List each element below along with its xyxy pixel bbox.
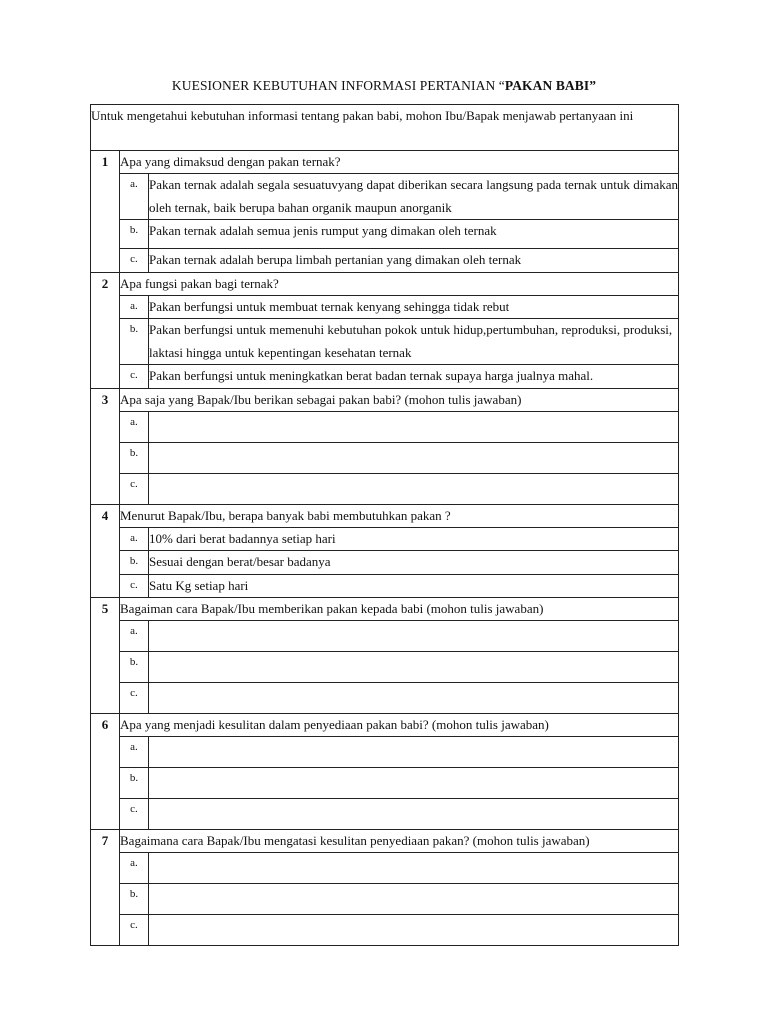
option-text-1a: Pakan ternak adalah segala sesuatuvyang dapat diberikan secara langsung pada ternak untuk dimakan oleh ternak, baik berupa bahan organik maupun anorganik <box>149 174 679 220</box>
answer-row-5c <box>91 683 679 714</box>
option-text-4a: 10% dari berat badannya setiap hari <box>149 527 679 551</box>
answer-row-7c <box>91 915 679 946</box>
option-letter-4a: a. <box>120 527 149 551</box>
option-letter-1a: a. <box>120 174 149 220</box>
option-text-1b: Pakan ternak adalah semua jenis rumput yang dimakan oleh ternak <box>149 220 679 249</box>
answer-letter-5b: b. <box>120 652 149 683</box>
answer-field-3b[interactable] <box>149 442 679 473</box>
question-text-6: Apa yang menjadi kesulitan dalam penyediaan pakan babi? (mohon tulis jawaban) <box>120 714 679 737</box>
answer-field-5c[interactable] <box>149 683 679 714</box>
intro-row <box>91 105 679 151</box>
question-row-2 <box>91 272 679 295</box>
question-row-6 <box>91 714 679 737</box>
option-letter-1b: b. <box>120 220 149 249</box>
option-text-1c: Pakan ternak adalah berupa limbah pertanian yang dimakan oleh ternak <box>149 249 679 273</box>
answer-field-6a[interactable] <box>149 737 679 768</box>
option-row-1a <box>91 174 679 220</box>
title-prefix: KUESIONER KEBUTUHAN INFORMASI PERTANIAN “ <box>171 78 505 93</box>
answer-letter-7c: c. <box>120 915 149 946</box>
answer-row-3b <box>91 442 679 473</box>
questionnaire-table <box>90 104 679 946</box>
answer-field-3a[interactable] <box>149 411 679 442</box>
answer-field-7a[interactable] <box>149 853 679 884</box>
answer-row-3c <box>91 473 679 504</box>
question-text-3: Apa saja yang Bapak/Ibu berikan sebagai pakan babi? (mohon tulis jawaban) <box>120 388 679 411</box>
intro-text: Untuk mengetahui kebutuhan informasi tentang pakan babi, mohon Ibu/Bapak menjawab pertanyaan ini <box>91 105 679 151</box>
question-text-5: Bagaiman cara Bapak/Ibu memberikan pakan kepada babi (mohon tulis jawaban) <box>120 598 679 621</box>
answer-field-3c[interactable] <box>149 473 679 504</box>
document-title <box>0 78 768 94</box>
option-row-4c <box>91 574 679 598</box>
answer-letter-3c: c. <box>120 473 149 504</box>
title-bold: PAKAN BABI” <box>504 78 597 93</box>
option-row-2a <box>91 295 679 319</box>
option-row-2b <box>91 319 679 365</box>
answer-row-7b <box>91 884 679 915</box>
option-letter-1c: c. <box>120 249 149 273</box>
option-row-2c <box>91 365 679 389</box>
option-text-4c: Satu Kg setiap hari <box>149 574 679 598</box>
question-text-4: Menurut Bapak/Ibu, berapa banyak babi membutuhkan pakan ? <box>120 504 679 527</box>
answer-row-5a <box>91 621 679 652</box>
option-row-4b <box>91 551 679 575</box>
option-text-2b: Pakan berfungsi untuk memenuhi kebutuhan pokok untuk hidup,pertumbuhan, reproduksi, produksi, laktasi hingga untuk kepentingan kesehatan ternak <box>149 319 679 365</box>
question-number-4: 4 <box>91 504 120 598</box>
answer-row-5b <box>91 652 679 683</box>
answer-field-6b[interactable] <box>149 768 679 799</box>
answer-row-6a <box>91 737 679 768</box>
answer-letter-5a: a. <box>120 621 149 652</box>
answer-field-5a[interactable] <box>149 621 679 652</box>
answer-field-5b[interactable] <box>149 652 679 683</box>
question-number-1: 1 <box>91 151 120 273</box>
option-row-1b <box>91 220 679 249</box>
question-row-4 <box>91 504 679 527</box>
question-text-2: Apa fungsi pakan bagi ternak? <box>120 272 679 295</box>
question-number-2: 2 <box>91 272 120 388</box>
answer-field-7b[interactable] <box>149 884 679 915</box>
answer-field-7c[interactable] <box>149 915 679 946</box>
answer-letter-3b: b. <box>120 442 149 473</box>
option-row-4a <box>91 527 679 551</box>
question-number-6: 6 <box>91 714 120 830</box>
question-row-1 <box>91 151 679 174</box>
answer-field-6c[interactable] <box>149 799 679 830</box>
answer-letter-5c: c. <box>120 683 149 714</box>
question-row-3 <box>91 388 679 411</box>
option-text-2a: Pakan berfungsi untuk membuat ternak kenyang sehingga tidak rebut <box>149 295 679 319</box>
option-letter-4b: b. <box>120 551 149 575</box>
question-text-7: Bagaimana cara Bapak/Ibu mengatasi kesulitan penyediaan pakan? (mohon tulis jawaban) <box>120 830 679 853</box>
question-number-5: 5 <box>91 598 120 714</box>
answer-row-3a <box>91 411 679 442</box>
option-text-4b: Sesuai dengan berat/besar badanya <box>149 551 679 575</box>
question-row-7 <box>91 830 679 853</box>
question-row-5 <box>91 598 679 621</box>
option-letter-2c: c. <box>120 365 149 389</box>
option-letter-2b: b. <box>120 319 149 365</box>
answer-letter-6b: b. <box>120 768 149 799</box>
option-row-1c <box>91 249 679 273</box>
answer-letter-6c: c. <box>120 799 149 830</box>
option-text-2c: Pakan berfungsi untuk meningkatkan berat badan ternak supaya harga jualnya mahal. <box>149 365 679 389</box>
answer-row-7a <box>91 853 679 884</box>
option-letter-4c: c. <box>120 574 149 598</box>
question-number-7: 7 <box>91 830 120 946</box>
answer-letter-3a: a. <box>120 411 149 442</box>
question-text-1: Apa yang dimaksud dengan pakan ternak? <box>120 151 679 174</box>
answer-letter-7a: a. <box>120 853 149 884</box>
option-letter-2a: a. <box>120 295 149 319</box>
answer-letter-6a: a. <box>120 737 149 768</box>
answer-row-6b <box>91 768 679 799</box>
answer-letter-7b: b. <box>120 884 149 915</box>
question-number-3: 3 <box>91 388 120 504</box>
answer-row-6c <box>91 799 679 830</box>
